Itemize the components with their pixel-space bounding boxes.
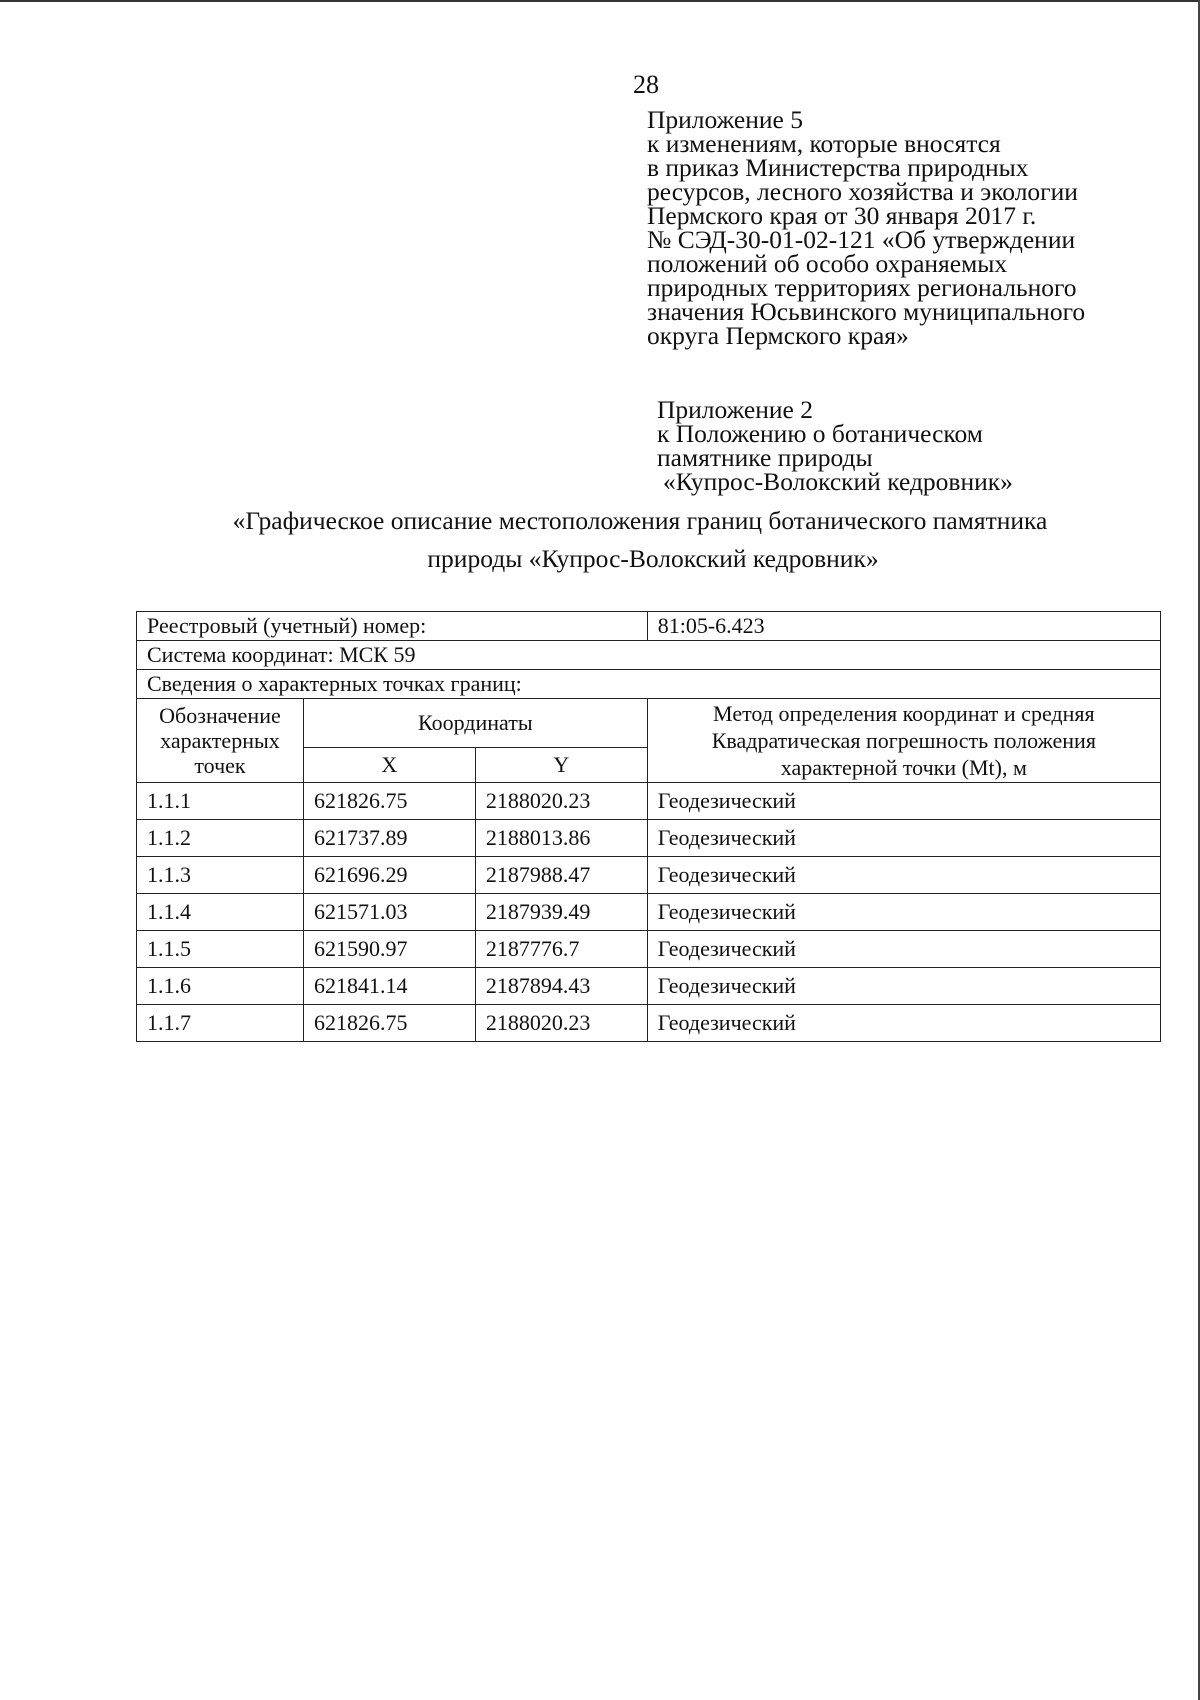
table-row: [137, 931, 1161, 968]
point-id: 1.1.2: [137, 820, 304, 857]
header-row: [137, 699, 1161, 748]
annex-5-line: положений об особо охраняемых: [647, 249, 1008, 278]
points-info-row: [137, 670, 1161, 699]
annex-2-header: [657, 395, 1013, 496]
annex-2-line: памятнике природы: [657, 443, 873, 472]
page-number: 28: [633, 70, 659, 99]
coord-x: 621590.97: [303, 931, 475, 968]
header-coordinates: Координаты: [303, 699, 647, 748]
annex-5-line: значения Юсьвинского муниципального: [647, 297, 1086, 326]
coord-system: Система координат: МСК 59: [137, 641, 1161, 670]
coord-x: 621737.89: [303, 820, 475, 857]
header-x: X: [303, 748, 475, 783]
method: Геодезический: [647, 857, 1160, 894]
boundary-points-table: [136, 611, 1161, 1042]
coord-y: 2188020.23: [475, 1005, 647, 1042]
coord-x: 621571.03: [303, 894, 475, 931]
header-designation: Обозначение характерных точек: [137, 699, 304, 783]
coord-y: 2188013.86: [475, 820, 647, 857]
page-border-top: [0, 0, 1200, 2]
coord-x: 621826.75: [303, 783, 475, 820]
point-id: 1.1.4: [137, 894, 304, 931]
table-row: [137, 857, 1161, 894]
coord-y: 2187988.47: [475, 857, 647, 894]
coord-y: 2187939.49: [475, 894, 647, 931]
document-title-line: «Графическое описание местоположения границ ботанического памятника: [232, 506, 1048, 535]
annex-5-line: Приложение 5: [647, 105, 803, 134]
table-row: [137, 968, 1161, 1005]
table-row: [137, 894, 1161, 931]
coord-y: 2187776.7: [475, 931, 647, 968]
coord-system-row: [137, 641, 1161, 670]
coord-y: 2188020.23: [475, 783, 647, 820]
annex-5-line: природных территориях регионального: [647, 273, 1077, 302]
table-row: [137, 1005, 1161, 1042]
document-title: [140, 502, 1140, 578]
method: Геодезический: [647, 1005, 1160, 1042]
annex-5-line: Пермского края от 30 января 2017 г.: [647, 201, 1037, 230]
point-id: 1.1.3: [137, 857, 304, 894]
point-id: 1.1.1: [137, 783, 304, 820]
annex-5-line: № СЭД-30-01-02-121 «Об утверждении: [647, 225, 1076, 254]
annex-2-line: к Положению о ботаническом: [657, 419, 983, 448]
coord-y: 2187894.43: [475, 968, 647, 1005]
header-method: Метод определения координат и средняя Квадратическая погрешность положения характерной точки (Mt), м: [647, 699, 1160, 783]
method: Геодезический: [647, 783, 1160, 820]
annex-5-line: в приказ Министерства природных: [647, 153, 1029, 182]
registry-value: 81:05-6.423: [647, 612, 1160, 641]
coord-x: 621841.14: [303, 968, 475, 1005]
annex-5-header: [647, 105, 1086, 350]
coord-x: 621826.75: [303, 1005, 475, 1042]
registry-row: [137, 612, 1161, 641]
annex-5-line: ресурсов, лесного хозяйства и экологии: [647, 177, 1078, 206]
annex-5-line: округа Пермского края»: [647, 321, 909, 350]
method: Геодезический: [647, 968, 1160, 1005]
point-id: 1.1.5: [137, 931, 304, 968]
method: Геодезический: [647, 894, 1160, 931]
table-row: [137, 820, 1161, 857]
header-y: Y: [475, 748, 647, 783]
table-row: [137, 783, 1161, 820]
registry-label: Реестровый (учетный) номер:: [137, 612, 648, 641]
annex-2-line: Приложение 2: [657, 395, 813, 424]
method: Геодезический: [647, 820, 1160, 857]
coord-x: 621696.29: [303, 857, 475, 894]
method: Геодезический: [647, 931, 1160, 968]
annex-2-line: «Купрос-Волокский кедровник»: [663, 467, 1013, 496]
point-id: 1.1.6: [137, 968, 304, 1005]
annex-5-line: к изменениям, которые вносятся: [647, 129, 1001, 158]
points-info: Сведения о характерных точках границ:: [137, 670, 1161, 699]
document-title-line: природы «Купрос-Волокский кедровник»: [427, 544, 879, 573]
point-id: 1.1.7: [137, 1005, 304, 1042]
